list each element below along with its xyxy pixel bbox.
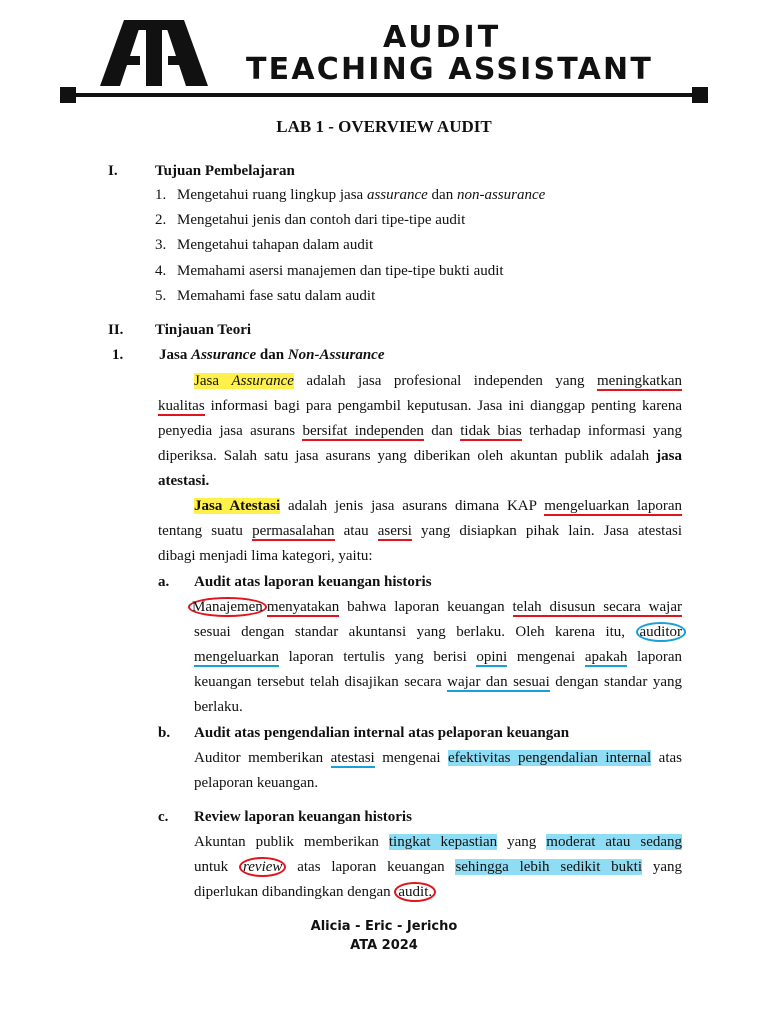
paragraph-line: diperiksa. Salah satu jasa asurans yang diberikan oleh akuntan publik adalah jasa [158,448,682,464]
paragraph-line: mengeluarkan laporan tertulis yang berisi opini mengenai apakah laporan [194,649,682,665]
paragraph-line: Akuntan publik memberikan tingkat kepastian yang moderat atau sedang [194,834,683,850]
item-heading: Audit atas pengendalian internal atas pelaporan keuangan [194,725,570,741]
list-item: 4. Memahami asersi manajemen dan tipe-tipe bukti audit [155,263,504,279]
list-item: 1. Mengetahui ruang lingkup jasa assurance dan non-assurance [155,187,546,203]
subsection-number: 1. [112,347,124,363]
paragraph-line: penyedia jasa asurans bersifat independen dan tidak bias terhadap informasi yang [158,423,683,439]
section-2-heading: Tinjauan Teori [155,322,252,338]
list-item: 3. Mengetahui tahapan dalam audit [155,237,374,253]
paragraph-line: pelaporan keuangan. [194,775,319,791]
footer-authors: Alicia - Eric - Jericho [310,919,458,934]
item-letter: b. [158,725,171,741]
footer-org: ATA 2024 [350,938,418,953]
list-item: 2. Mengetahui jenis dan contoh dari tipe-tipe audit [155,212,466,228]
paragraph-line: berlaku. [194,699,243,715]
paragraph-line: Manajemen menyatakan bahwa laporan keuangan telah disusun secara wajar [188,595,682,620]
paragraph-line: dibagi menjadi lima kategori, yaitu: [158,548,373,564]
list-item: 5. Memahami fase satu dalam audit [155,288,376,304]
paragraph-line: Jasa Atestasi adalah jenis jasa asurans dimana KAP mengeluarkan laporan [194,498,682,514]
ata-logo [98,16,210,88]
paragraph-line: Auditor memberikan atestasi mengenai efektivitas pengendalian internal atas [194,750,682,766]
paragraph-line: atestasi. [158,473,210,489]
subsection-heading: Jasa Assurance dan Non-Assurance [159,347,385,363]
section-1-number: I. [108,163,118,179]
section-1-heading: Tujuan Pembelajaran [155,163,295,179]
page-title: LAB 1 - OVERVIEW AUDIT [276,117,492,136]
header-rule [60,86,708,104]
item-letter: c. [158,809,169,825]
item-heading: Audit atas laporan keuangan historis [194,574,432,590]
brand-line-1: AUDIT [383,20,502,55]
paragraph-line: Jasa Assurance adalah jasa profesional independen yang meningkatkan [194,373,682,389]
paragraph-line: tentang suatu permasalahan atau asersi yang disiapkan pihak lain. Jasa atestasi [158,523,682,539]
section-2-number: II. [108,322,124,338]
paragraph-line: keuangan tersebut telah disajikan secara wajar dan sesuai dengan standar yang [194,674,682,690]
item-heading: Review laporan keuangan historis [194,809,412,825]
item-letter: a. [158,574,170,590]
brand-line-2: TEACHING ASSISTANT [246,52,654,87]
paragraph-line: sesuai dengan standar akuntansi yang berlaku. Oleh karena itu, auditor [194,620,686,645]
paragraph-line: untuk review atas laporan keuangan sehingga lebih sedikit bukti yang [194,859,682,875]
paragraph-line: kualitas informasi bagi para pengambil keputusan. Jasa ini dianggap penting karena [158,398,682,414]
paragraph-line: diperlukan dibandingkan dengan audit. [194,880,436,905]
